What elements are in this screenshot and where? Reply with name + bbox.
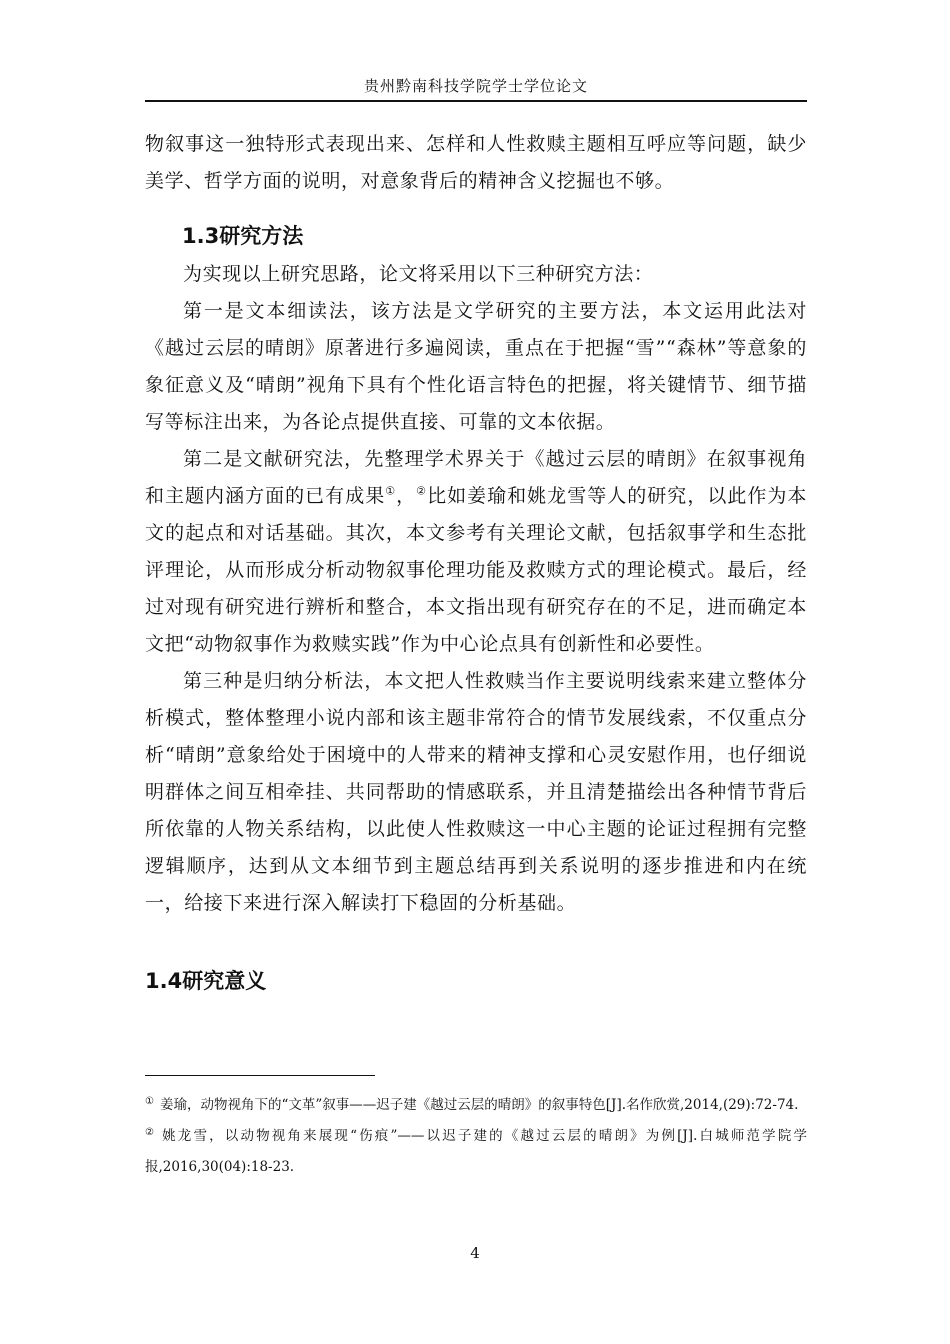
footnotes [145, 1090, 807, 1183]
footnote-item [145, 1121, 807, 1183]
footnote-text: 姜瑜，动物视角下的“文革”叙事——迟子建《越过云层的晴朗》的叙事特色[J].名作欣赏,2014,(29):72-74. [159, 1097, 799, 1113]
method-2-paragraph [145, 441, 807, 663]
footnote-mark: ② [145, 1126, 157, 1138]
footnote-separator [145, 1075, 375, 1076]
method-2-text-b: 比如姜瑜和姚龙雪等人的研究，以此作为本文的起点和对话基础。其次，本文参考有关理论文献，包括叙事学和生态批评理论，从而形成分析动物叙事伦理功能及救赎方式的理论模式。最后，经过对现有研究进行辨析和整合，本文指出现有研究存在的不足，进而确定本文把“动物叙事作为救赎实践”作为中心论点具有创新性和必要性。 [145, 485, 808, 655]
running-header: 贵州黔南科技学院学士学位论文 [363, 77, 588, 95]
continuation-paragraph [145, 126, 807, 200]
section-1-3-body [145, 256, 807, 922]
section-heading-1-3: 1.3研究方法 [182, 224, 304, 248]
footnote-ref-2[interactable]: ② [416, 484, 428, 498]
section-heading-1-4: 1.4研究意义 [145, 969, 267, 993]
method-2-comma: ， [396, 485, 417, 507]
footnote-mark: ① [145, 1095, 154, 1107]
intro-paragraph: 为实现以上研究思路，论文将采用以下三种研究方法： [183, 263, 654, 285]
footnote-text: 姚龙雪，以动物视角来展现“伤痕”——以迟子建的《越过云层的晴朗》为例[J].白城师范学院学报,2016,30(04):18-23. [145, 1128, 808, 1175]
header-divider [145, 100, 807, 102]
paragraph-text: 物叙事这一独特形式表现出来、怎样和人性救赎主题相互呼应等问题，缺少美学、哲学方面的说明，对意象背后的精神含义挖掘也不够。 [145, 133, 807, 192]
method-3-paragraph: 第三种是归纳分析法，本文把人性救赎当作主要说明线索来建立整体分析模式，整体整理小说内部和该主题非常符合的情节发展线索，不仅重点分析“晴朗”意象给处于困境中的人带来的精神支撑和心灵安慰作用，也仔细说明群体之间互相牵挂、共同帮助的情感联系，并且清楚描绘出各种情节背后所依靠的人物关系结构，以此使人性救赎这一中心主题的论证过程拥有完整逻辑顺序，达到从文本细节到主题总结再到关系说明的逐步推进和内在统一，给接下来进行深入解读打下稳固的分析基础。 [145, 670, 807, 914]
page-number: 4 [470, 1244, 480, 1262]
footnote-item [145, 1090, 807, 1121]
method-1-paragraph: 第一是文本细读法，该方法是文学研究的主要方法，本文运用此法对《越过云层的晴朗》原著进行多遍阅读，重点在于把握“雪”“森林”等意象的象征意义及“晴朗”视角下具有个性化语言特色的把握，将关键情节、细节描写等标注出来，为各论点提供直接、可靠的文本依据。 [145, 300, 807, 433]
method-2-text-a: 第二是文献研究法，先整理学术界关于《越过云层的晴朗》在叙事视角和主题内涵方面的已有成果 [145, 448, 807, 507]
footnote-ref-1[interactable]: ① [385, 484, 397, 498]
